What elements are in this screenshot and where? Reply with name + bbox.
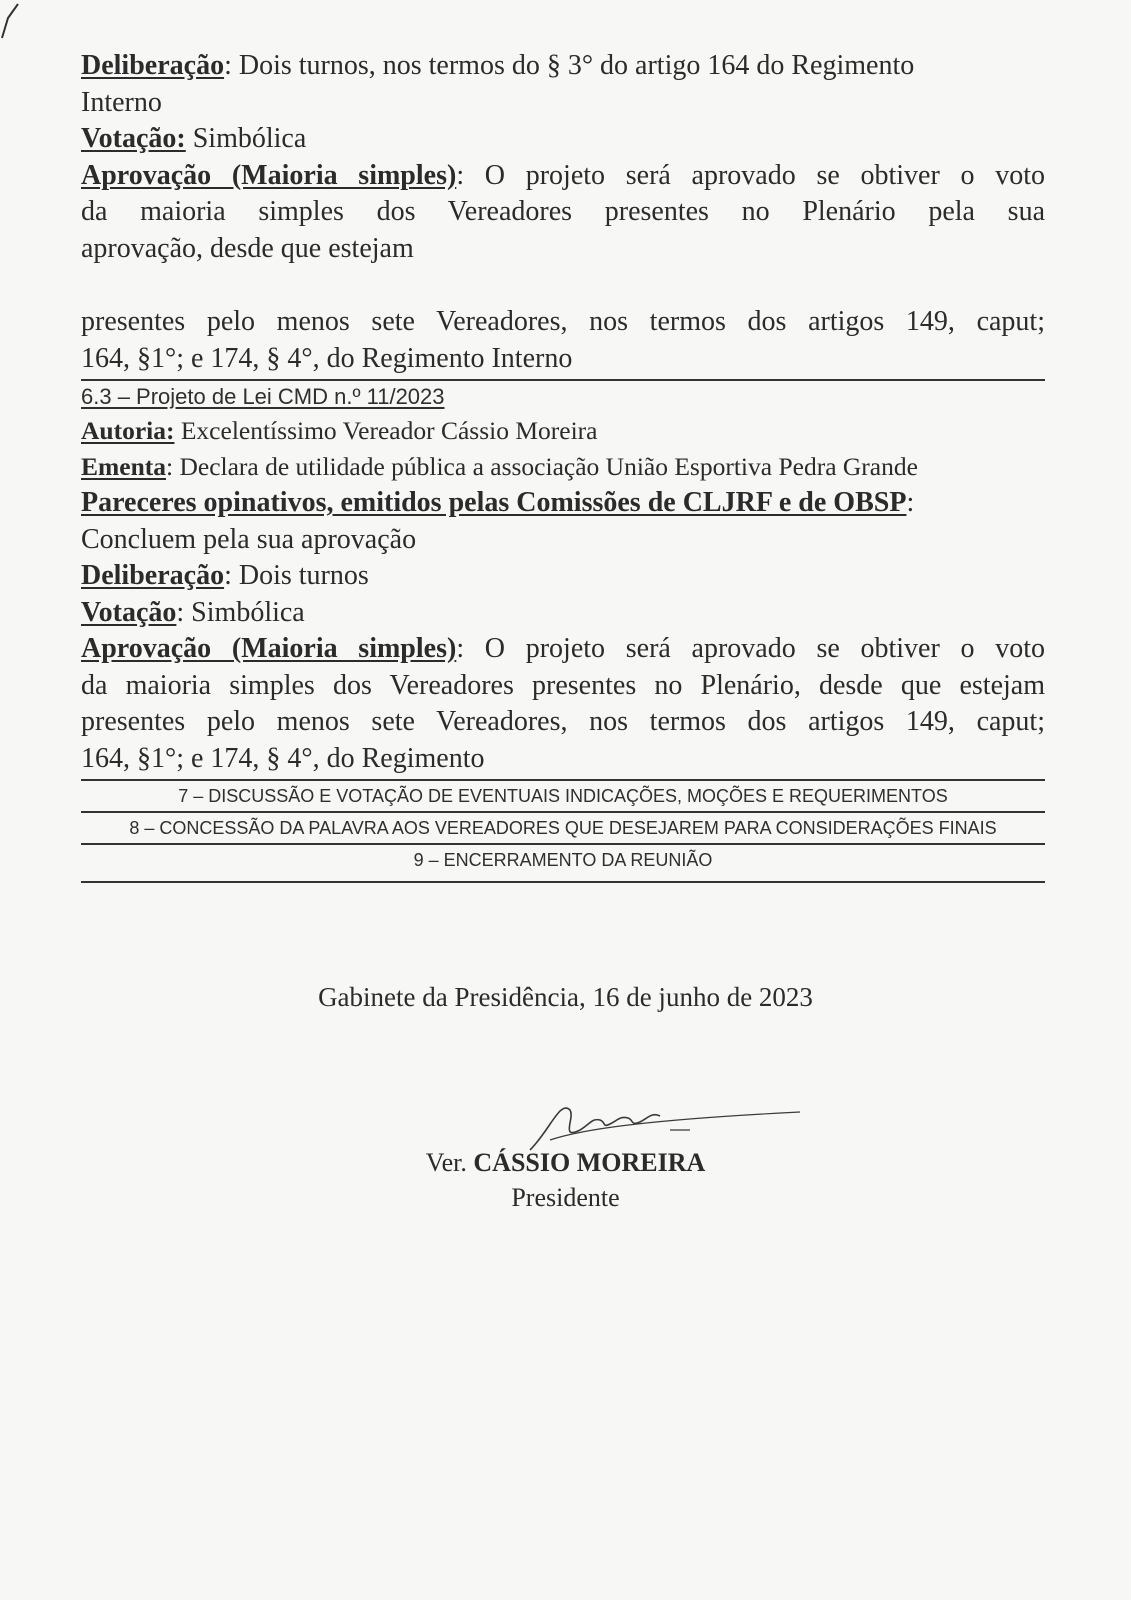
aprovacao-line-3-6-3: presentes pelo menos sete Vereadores, nos termos dos artigos 149, caput; — [81, 706, 1045, 737]
pareceres-text: Concluem pela sua aprovação — [81, 523, 417, 555]
votacao-label: Votação: — [81, 123, 186, 154]
aprovacao-text-1-6-3: : O projeto será aprovado se obtiver o voto — [456, 633, 1045, 664]
pareceres-line — [81, 485, 1045, 522]
deliberacao-text-6-3: : Dois turnos — [224, 560, 369, 591]
ementa-text: : Declara de utilidade pública a associação União Esportiva Pedra Grande — [166, 452, 918, 481]
deliberacao-label-6-3: Deliberação — [81, 560, 225, 591]
deliberacao-line-6-3 — [81, 558, 1045, 595]
aprovacao-line-4: presentes pelo menos sete Vereadores, nos termos dos artigos 149, caput; — [81, 306, 1045, 337]
signer-name-text: CÁSSIO MOREIRA — [473, 1148, 706, 1177]
aprovacao-line-1 — [81, 158, 1045, 195]
aprovacao-line-4-6-3: 164, §1°; e 174, § 4°, do Regimento — [81, 742, 485, 774]
signer-prefix: Ver. — [425, 1148, 474, 1177]
signer-role: Presidente — [511, 1183, 620, 1212]
aprovacao-label: Aprovação (Maioria simples) — [81, 159, 457, 191]
ementa-line — [81, 449, 1045, 485]
votacao-line-6-3 — [81, 595, 1045, 632]
deliberacao-label: Deliberação — [81, 50, 225, 81]
section-title-6-3: 6.3 – Projeto de Lei CMD n.º 11/2023 — [81, 384, 445, 409]
document-body — [81, 48, 1045, 883]
deliberacao-text: : Dois turnos, nos termos do § 3° do artigo 164 do Regimento — [224, 50, 915, 81]
ementa-label: Ementa — [81, 452, 166, 481]
autoria-line — [81, 413, 1045, 449]
aprovacao-line-3: aprovação, desde que estejam — [81, 232, 414, 264]
autoria-label: Autoria: — [81, 416, 175, 445]
pareceres-label: Pareceres opinativos, emitidos pelas Comissões de CLJRF e de OBSP — [81, 487, 907, 518]
votacao-text: Simbólica — [185, 123, 307, 154]
aprovacao-label-6-3: Aprovação (Maioria simples) — [81, 633, 457, 664]
pareceres-colon: : — [906, 487, 915, 518]
votacao-line — [81, 121, 1045, 158]
agenda-item-9: 9 – ENCERRAMENTO DA REUNIÃO — [81, 845, 1045, 883]
deliberacao-line-2: Interno — [81, 86, 162, 118]
place-date: Gabinete da Presidência, 16 de junho de 2023 — [318, 982, 813, 1012]
aprovacao-line-1-6-3 — [81, 631, 1045, 668]
agenda-item-7: 7 – DISCUSSÃO E VOTAÇÃO DE EVENTUAIS INDICAÇÕES, MOÇÕES E REQUERIMENTOS — [81, 781, 1045, 813]
agenda-item-8: 8 – CONCESSÃO DA PALAVRA AOS VEREADORES QUE DESEJAREM PARA CONSIDERAÇÕES FINAIS — [81, 813, 1045, 845]
signer-name — [0, 1148, 1131, 1178]
autoria-text: Excelentíssimo Vereador Cássio Moreira — [174, 416, 598, 445]
votacao-label-6-3: Votação — [81, 596, 177, 628]
votacao-text-6-3: : Simbólica — [176, 596, 305, 628]
pen-mark — [0, 0, 22, 40]
deliberacao-line — [81, 48, 1045, 85]
aprovacao-line-2-6-3: da maioria simples dos Vereadores presentes no Plenário, desde que estejam — [81, 669, 1045, 701]
aprovacao-line-2: da maioria simples dos Vereadores presentes no Plenário pela sua — [81, 196, 1045, 227]
aprovacao-line-5: 164, §1°; e 174, § 4°, do Regimento Interno — [81, 342, 573, 374]
aprovacao-text-1: : O projeto será aprovado se obtiver o voto — [456, 159, 1045, 191]
